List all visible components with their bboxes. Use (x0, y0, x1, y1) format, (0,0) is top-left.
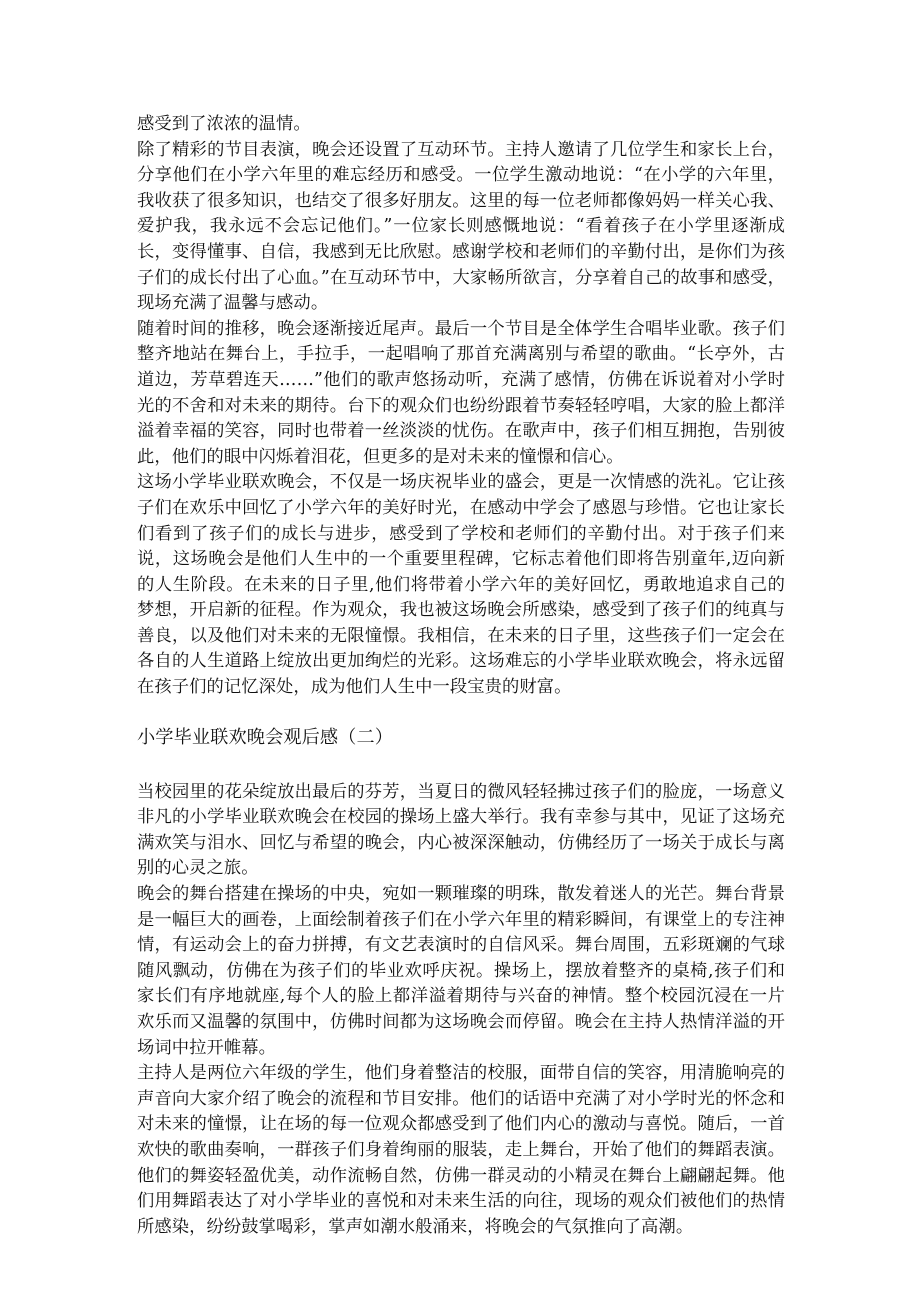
paragraph: 除了精彩的节目表演，晚会还设置了互动环节。主持人邀请了几位学生和家长上台，分享他们在小学六年里的难忘经历和感受。一位学生激动地说：“在小学的六年里，我收获了很多知识，也结交了很多好朋友。这里的每一位老师都像妈妈一样关心我、爱护我，我永远不会忘记他们。”一位家长则感慨地说：“看着孩子在小学里逐渐成长，变得懂事、自信，我感到无比欣慰。感谢学校和老师们的辛勤付出，是你们为孩子们的成长付出了心血。”在互动环节中，大家畅所欲言，分享着自己的故事和感受，现场充满了温馨与感动。 (137, 139, 785, 314)
paragraph: 感受到了浓浓的温情。 (137, 114, 311, 134)
section-2-title: 小学毕业联欢晚会观后感（二） (137, 726, 394, 748)
paragraph: 这场小学毕业联欢晚会，不仅是一场庆祝毕业的盛会，更是一次情感的洗礼。它让孩子们在欢乐中回忆了小学六年的美好时光，在感动中学会了感恩与珍惜。它也让家长们看到了孩子们的成长与进步，感受到了学校和老师们的辛勤付出。对于孩子们来说，这场晚会是他们人生中的一个重要里程碑，它标志着他们即将告别童年,迈向新的人生阶段。在未来的日子里,他们将带着小学六年的美好回忆，勇敢地追求自己的梦想，开启新的征程。作为观众，我也被这场晚会所感染，感受到了孩子们的纯真与善良，以及他们对未来的无限憧憬。我相信，在未来的日子里，这些孩子们一定会在各自的人生道路上绽放出更加绚烂的光彩。这场难忘的小学毕业联欢晚会，将永远留在孩子们的记忆深处，成为他们人生中一段宝贵的财富。 (137, 472, 785, 698)
paragraph: 晚会的舞台搭建在操场的中央，宛如一颗璀璨的明珠，散发着迷人的光芒。舞台背景是一幅巨大的画卷，上面绘制着孩子们在小学六年里的精彩瞬间，有课堂上的专注神情，有运动会上的奋力拼搏，有文艺表演时的自信风采。舞台周围，五彩斑斓的气球随风飘动，仿佛在为孩子们的毕业欢呼庆祝。操场上，摆放着整齐的桌椅,孩子们和家长们有序地就座,每个人的脸上都洋溢着期待与兴奋的神情。整个校园沉浸在一片欢乐而又温馨的氛围中，仿佛时间都为这场晚会而停留。晚会在主持人热情洋溢的开场词中拉开帷幕。 (137, 884, 785, 1058)
paragraph: 当校园里的花朵绽放出最后的芬芳，当夏日的微风轻轻拂过孩子们的脸庞，一场意义非凡的小学毕业联欢晚会在校园的操场上盛大举行。我有幸参与其中，见证了这场充满欢笑与泪水、回忆与希望的晚会，内心被深深触动，仿佛经历了一场关于成长与离别的心灵之旅。 (137, 781, 785, 879)
document-page (137, 112, 785, 1240)
section-1 (137, 112, 785, 701)
paragraph: 主持人是两位六年级的学生，他们身着整洁的校服，面带自信的笑容，用清脆响亮的声音向大家介绍了晚会的流程和节目安排。他们的话语中充满了对小学时光的怀念和对未来的憧憬，让在场的每一位观众都感受到了他们内心的激动与喜悦。随后，一首欢快的歌曲奏响，一群孩子们身着绚丽的服装，走上舞台，开始了他们的舞蹈表演。他们的舞姿轻盈优美，动作流畅自然，仿佛一群灵动的小精灵在舞台上翩翩起舞。他们用舞蹈表达了对小学毕业的喜悦和对未来生活的向往，现场的观众们被他们的热情所感染，纷纷鼓掌喝彩，掌声如潮水般涌来，将晚会的气氛推向了高潮。 (137, 1063, 785, 1237)
section-2 (137, 780, 785, 1241)
paragraph: 随着时间的推移，晚会逐渐接近尾声。最后一个节目是全体学生合唱毕业歌。孩子们整齐地站在舞台上，手拉手，一起唱响了那首充满离别与希望的歌曲。“长亭外，古道边，芳草碧连天……”他们的歌声悠扬动听，充满了感情，仿佛在诉说着对小学时光的不舍和对未来的期待。台下的观众们也纷纷跟着节奏轻轻哼唱，大家的脸上都洋溢着幸福的笑容，同时也带着一丝淡淡的忧伤。在歌声中，孩子们相互拥抱，告别彼此，他们的眼中闪烁着泪花，但更多的是对未来的憧憬和信心。 (137, 318, 785, 467)
